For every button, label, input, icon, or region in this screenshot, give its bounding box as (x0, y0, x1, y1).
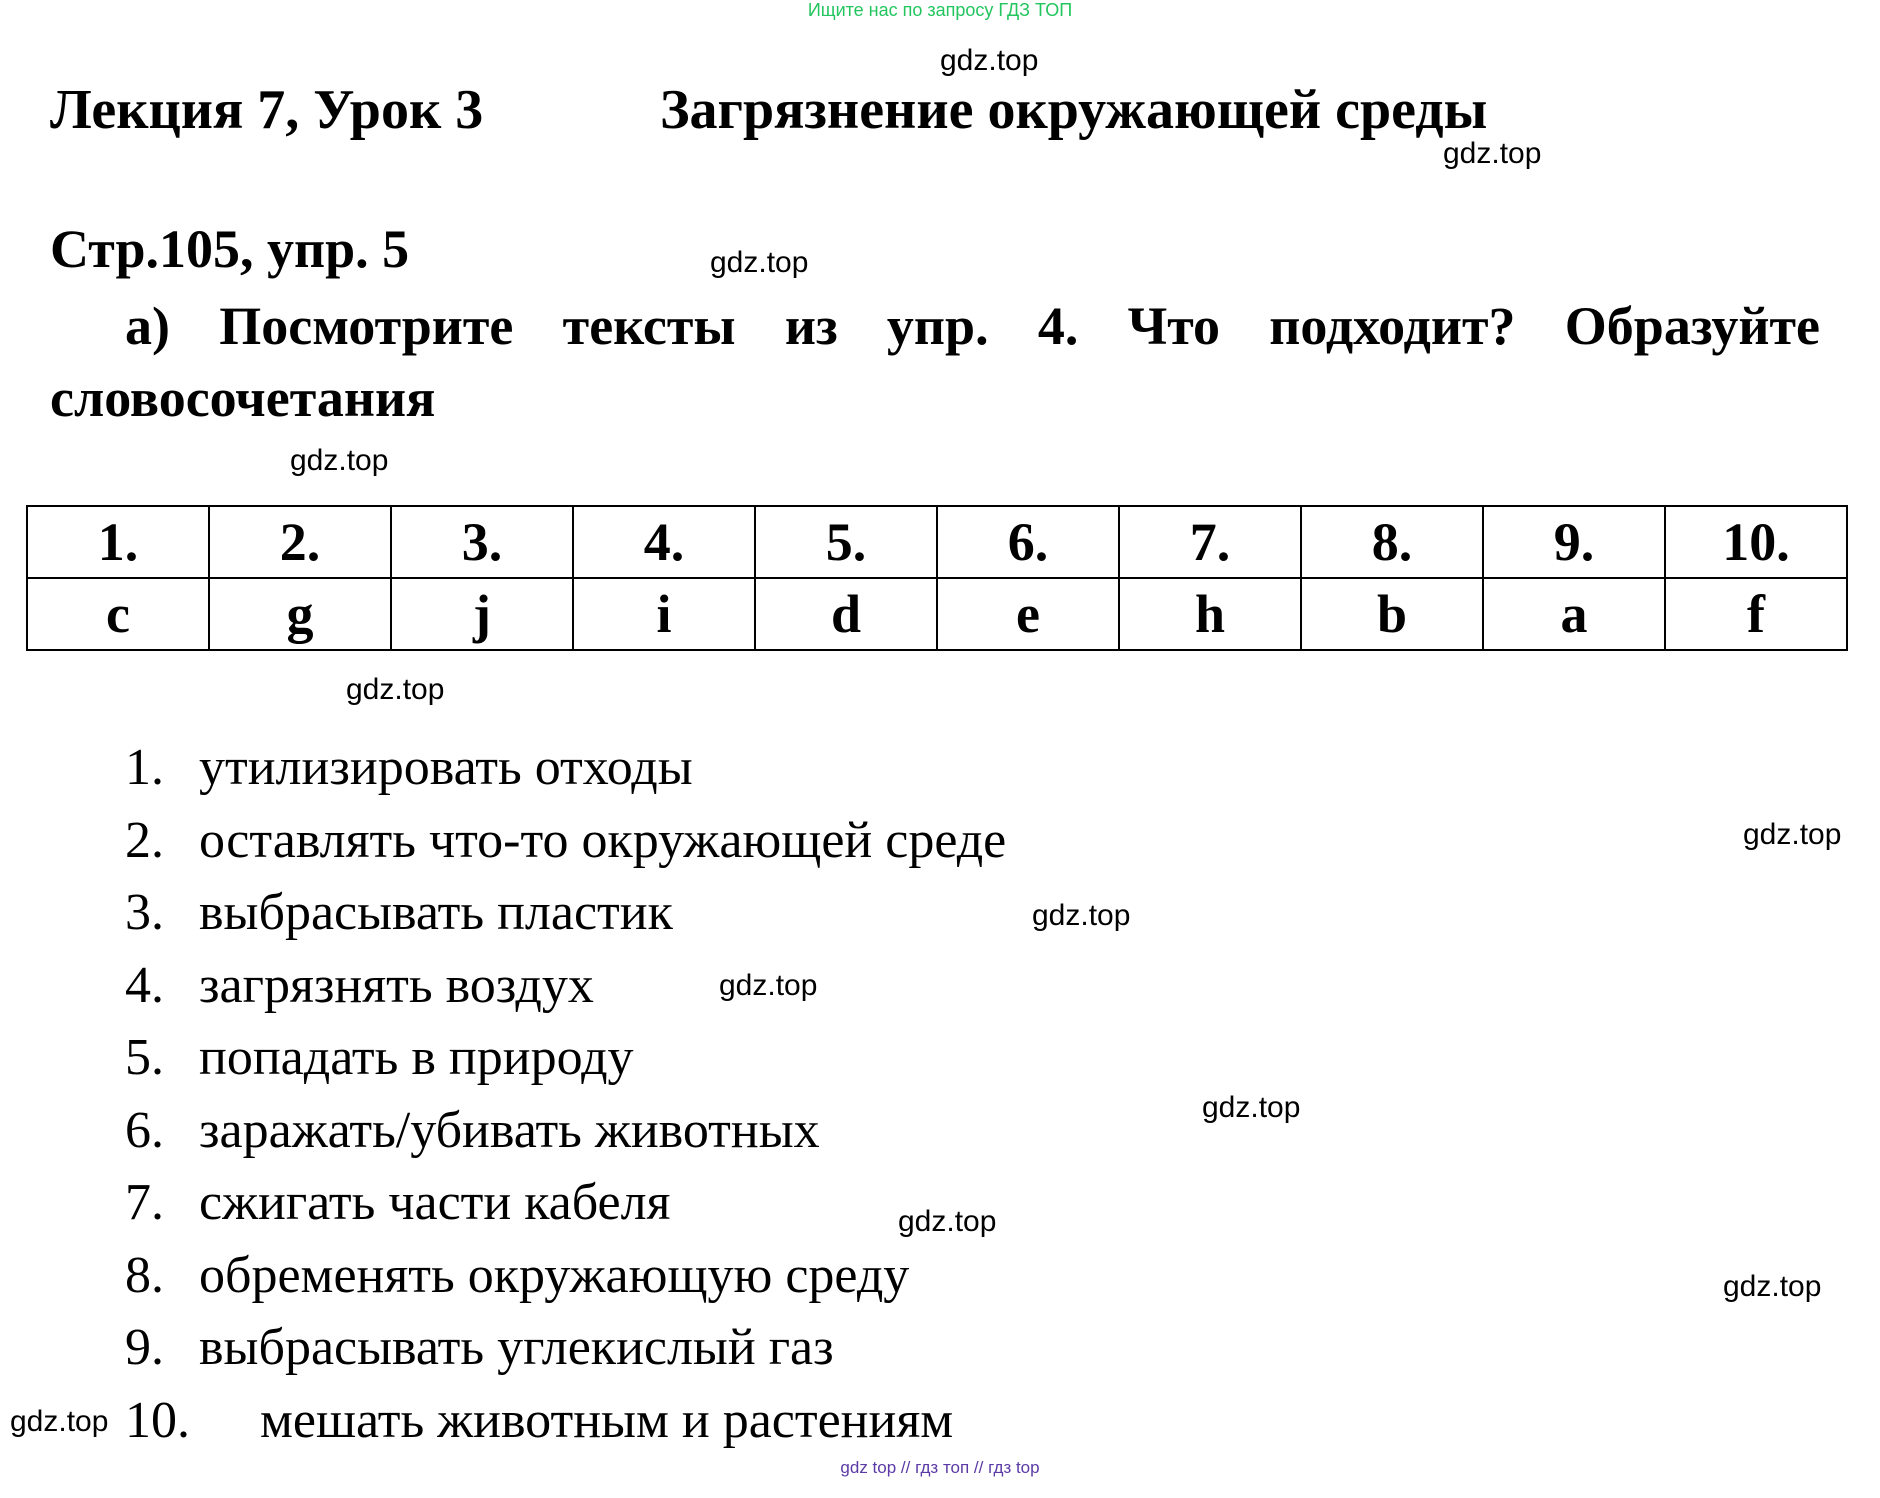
task-line-1: а) Посмотрите тексты из упр. 4. Что подходит? Образуйте (125, 296, 1820, 356)
list-item-number: 8. (125, 1246, 164, 1304)
answer-letter-cell: f (1665, 578, 1847, 650)
answer-table (26, 505, 1848, 651)
watermark: gdz.top (1032, 899, 1131, 932)
answer-table-number-row (27, 506, 1847, 578)
answer-number-cell: 6. (937, 506, 1119, 578)
list-item-number: 1. (125, 739, 164, 796)
list-item-number: 7. (125, 1174, 164, 1231)
watermark: gdz.top (898, 1205, 997, 1238)
exercise-ref: Стр.105, упр. 5 (50, 219, 410, 279)
answer-letter-cell: c (27, 578, 209, 650)
list-item-text: попадать в природу (199, 1029, 634, 1086)
phrase-list (125, 732, 1006, 1457)
list-item-text: выбрасывать углекислый газ (199, 1319, 834, 1376)
answer-number-cell: 2. (209, 506, 391, 578)
footer-text: gdz top // гдз топ // гдз top (840, 1458, 1040, 1477)
list-item-number: 6. (125, 1101, 164, 1159)
watermark: gdz.top (1202, 1091, 1301, 1124)
list-item-text: сжигать части кабеля (199, 1174, 671, 1231)
answer-table-letter-row (27, 578, 1847, 650)
list-item-text: заражать/убивать животных (199, 1101, 820, 1159)
answer-letter-cell: b (1301, 578, 1483, 650)
list-item (125, 950, 1006, 1023)
answer-letter-cell: j (391, 578, 573, 650)
answer-letter-cell: i (573, 578, 755, 650)
list-item-text: обременять окружающую среду (199, 1246, 910, 1304)
watermark: gdz.top (1743, 818, 1842, 851)
answer-letter-cell: d (755, 578, 937, 650)
watermark: gdz.top (1723, 1270, 1822, 1303)
list-item-number: 9. (125, 1319, 164, 1376)
watermark: gdz.top (346, 673, 445, 706)
list-item (125, 877, 1006, 950)
answer-number-cell: 3. (391, 506, 573, 578)
list-item-number: 2. (125, 811, 164, 869)
answer-number-cell: 8. (1301, 506, 1483, 578)
list-item-number: 5. (125, 1029, 164, 1086)
watermark: gdz.top (719, 969, 818, 1002)
list-item (125, 1312, 1006, 1385)
answer-number-cell: 10. (1665, 506, 1847, 578)
watermark: gdz.top (1443, 137, 1542, 170)
list-item-number: 4. (125, 956, 164, 1014)
task-instruction (50, 290, 1820, 434)
lecture-title: Лекция 7, Урок 3 (50, 79, 484, 141)
list-item-number: 3. (125, 884, 164, 941)
list-item (125, 1167, 1006, 1240)
answer-letter-cell: a (1483, 578, 1665, 650)
list-item-number: 10. (125, 1391, 190, 1449)
topic-title: Загрязнение окружающей среды (660, 79, 1488, 141)
list-item-text: оставлять что-то окружающей среде (199, 811, 1007, 869)
answer-number-cell: 4. (573, 506, 755, 578)
list-item (125, 805, 1006, 878)
list-item (125, 1385, 1006, 1458)
answer-letter-cell: e (937, 578, 1119, 650)
list-item-text: выбрасывать пластик (199, 884, 673, 941)
list-item (125, 732, 1006, 805)
list-item-text: мешать животным и растениям (260, 1391, 954, 1449)
answer-number-cell: 5. (755, 506, 937, 578)
list-item-text: утилизировать отходы (199, 739, 693, 796)
answer-number-cell: 9. (1483, 506, 1665, 578)
answer-letter-cell: h (1119, 578, 1301, 650)
task-line-2: словосочетания (50, 368, 436, 428)
watermark: gdz.top (10, 1405, 109, 1438)
list-item-text: загрязнять воздух (199, 956, 594, 1014)
answer-number-cell: 7. (1119, 506, 1301, 578)
top-banner: Ищите нас по запросу ГДЗ ТОП (807, 0, 1073, 20)
watermark: gdz.top (290, 444, 389, 477)
watermark: gdz.top (940, 44, 1039, 77)
watermark: gdz.top (710, 246, 809, 279)
answer-number-cell: 1. (27, 506, 209, 578)
list-item (125, 1095, 1006, 1168)
list-item (125, 1022, 1006, 1095)
list-item (125, 1240, 1006, 1313)
answer-letter-cell: g (209, 578, 391, 650)
